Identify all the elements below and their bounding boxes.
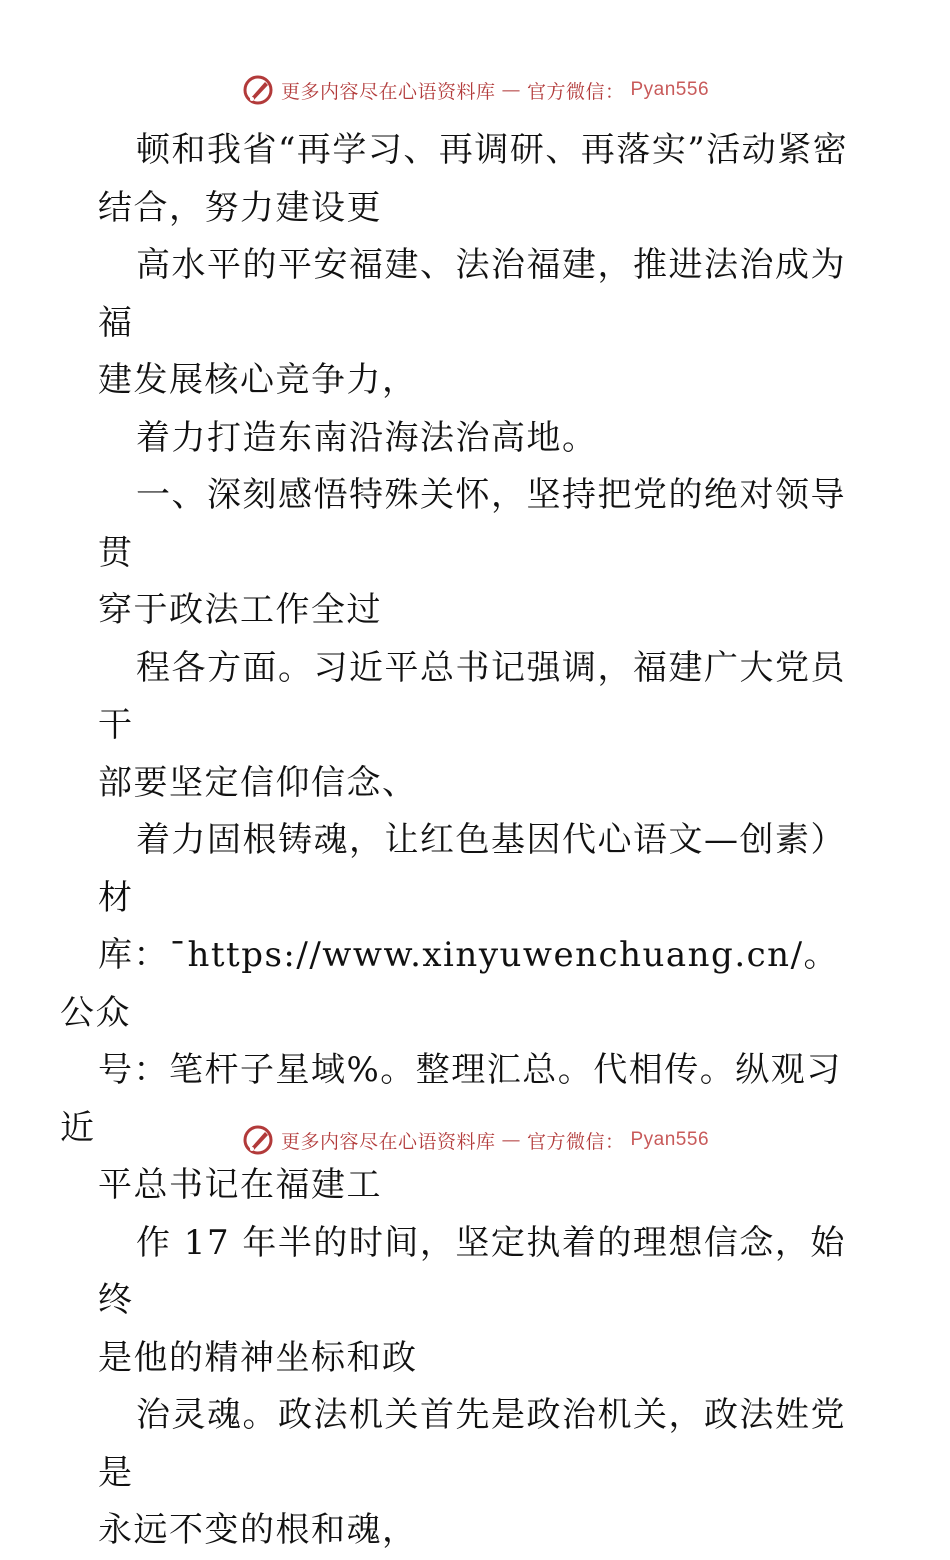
paragraph-first-line: 顿和我省“再学习、再调研、再落实”活动紧密 xyxy=(136,130,849,170)
paragraph-continuation: 号：笔杆子星域%。整理汇总。代相传。纵观习近 xyxy=(60,1050,842,1148)
document-body xyxy=(60,122,858,1560)
footer-brand-text: 更多内容尽在心语资料库 xyxy=(280,1130,496,1153)
paragraph-continuation: 是他的精神坐标和政 xyxy=(98,1337,418,1378)
paragraph xyxy=(98,467,858,640)
paragraph xyxy=(98,640,858,813)
paragraph-continuation: 部要坚定信仰信念、 xyxy=(98,762,418,803)
paragraph-continuation: 平总书记在福建工 xyxy=(98,1165,382,1205)
paragraph xyxy=(98,410,858,468)
paragraph-first-line: 高水平的平安福建、法治福建，推进法治成为福 xyxy=(98,245,846,343)
pen-logo-icon xyxy=(241,73,275,107)
paragraph xyxy=(98,122,858,237)
header-wechat-id: Pyan556 xyxy=(630,79,710,100)
paragraph xyxy=(98,1215,858,1388)
paragraph-continuation: 穿于政法工作全过 xyxy=(98,590,382,630)
paragraph xyxy=(98,237,858,410)
header-banner xyxy=(0,70,950,110)
paragraph-continuation: 库：¯https://www.xinyuwenchuang.cn/。公众 xyxy=(60,935,840,1033)
footer-banner xyxy=(0,1120,950,1160)
paragraph-first-line: 一、深刻感悟特殊关怀，坚持把党的绝对领导贯 xyxy=(98,475,846,573)
paragraph-first-line: 作 17 年半的时间，坚定执着的理想信念，始终 xyxy=(98,1222,846,1320)
footer-wechat-label: 官方微信： xyxy=(526,1130,625,1153)
pen-logo-icon xyxy=(241,1123,275,1157)
paragraph-continuation: 永远不变的根和魂， xyxy=(98,1510,418,1550)
paragraph-continuation: 结合，努力建设更 xyxy=(98,187,382,228)
paragraph-first-line: 着力打造东南沿海法治高地。 xyxy=(136,417,598,458)
footer-wechat-id: Pyan556 xyxy=(630,1129,710,1150)
footer-separator: — xyxy=(501,1129,521,1151)
paragraph-first-line: 治灵魂。政法机关首先是政治机关，政法姓党是 xyxy=(98,1395,846,1493)
paragraph-first-line: 程各方面。习近平总书记强调，福建广大党员干 xyxy=(98,647,846,745)
paragraph-first-line: 着力固根铸魂，让红色基因代心语文—创素）材 xyxy=(98,820,846,918)
header-wechat-label: 官方微信： xyxy=(526,80,625,103)
paragraph xyxy=(98,1387,858,1560)
header-brand-text: 更多内容尽在心语资料库 xyxy=(280,80,496,103)
header-separator: — xyxy=(501,79,521,101)
paragraph-continuation: 建发展核心竞争力， xyxy=(98,360,418,400)
